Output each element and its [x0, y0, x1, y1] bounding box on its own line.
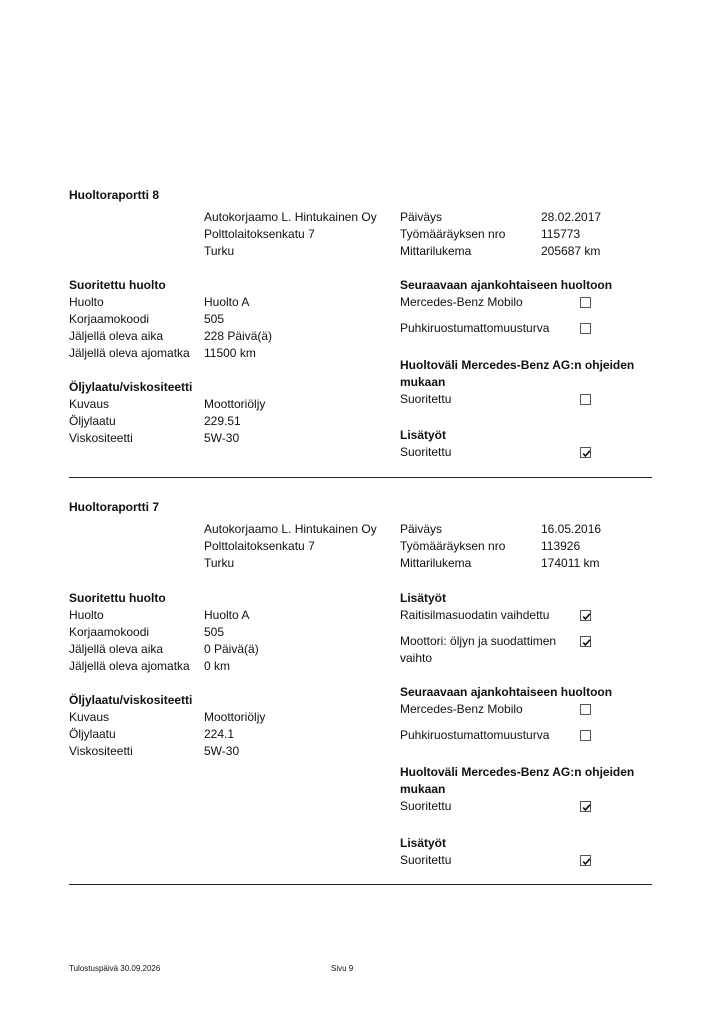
remaining-time-label: Jäljellä oleva aika	[69, 642, 164, 656]
odometer-value: 174011 km	[541, 556, 600, 570]
report-title: Huoltoraportti 7	[69, 500, 159, 514]
remaining-distance-label: Jäljellä oleva ajomatka	[69, 659, 190, 673]
remaining-distance-value: 11500 km	[204, 346, 256, 360]
oil-description-label: Kuvaus	[69, 710, 110, 724]
remaining-time-value: 0 Päivä(ä)	[204, 642, 259, 656]
date-label: Päiväys	[400, 522, 443, 536]
interval-heading: Huoltoväli Mercedes-Benz AG:n ohjeiden mukaan	[400, 358, 635, 389]
oil-description-label: Kuvaus	[69, 397, 110, 411]
odometer-label: Mittarilukema	[400, 244, 472, 258]
rust-warranty-label: Puhkiruostumattomuusturva	[400, 321, 550, 335]
oil-change-checkbox[interactable]	[580, 636, 591, 647]
workshop-name: Autokorjaamo L. Hintukainen Oy	[204, 522, 377, 536]
air-filter-label: Raitisilmasuodatin vaihdettu	[400, 608, 550, 622]
workshop-code-value: 505	[204, 625, 225, 639]
interval-done-label: Suoritettu	[400, 799, 452, 813]
work-order-label: Työmääräyksen nro	[400, 227, 506, 241]
oil-quality-label: Öljylaatu	[69, 414, 116, 428]
mobilo-checkbox[interactable]	[580, 704, 591, 715]
odometer-label: Mittarilukema	[400, 556, 472, 570]
extra-work-heading-2: Lisätyöt	[400, 836, 447, 850]
extra-work-done-checkbox[interactable]	[580, 855, 591, 866]
viscosity-label: Viskositeetti	[69, 744, 133, 758]
workshop-street: Polttolaitoksenkatu 7	[204, 227, 315, 241]
extra-work-done-checkbox[interactable]	[580, 447, 591, 458]
mobilo-label: Mercedes-Benz Mobilo	[400, 702, 523, 716]
next-service-heading: Seuraavaan ajankohtaiseen huoltoon	[400, 685, 613, 699]
checkmark-icon	[581, 802, 592, 813]
extra-work-heading: Lisätyöt	[400, 428, 447, 442]
viscosity-value: 5W-30	[204, 744, 240, 758]
interval-heading: Huoltoväli Mercedes-Benz AG:n ohjeiden mukaan	[400, 765, 635, 796]
checkmark-icon	[581, 856, 592, 867]
rust-warranty-checkbox[interactable]	[580, 323, 591, 334]
extra-work-done-label: Suoritettu	[400, 445, 452, 459]
date-value: 28.02.2017	[541, 210, 602, 224]
interval-done-checkbox[interactable]	[580, 801, 591, 812]
rust-warranty-checkbox[interactable]	[580, 730, 591, 741]
service-label: Huolto	[69, 608, 104, 622]
service-heading: Suoritettu huolto	[69, 278, 166, 292]
remaining-distance-label: Jäljellä oleva ajomatka	[69, 346, 190, 360]
workshop-code-label: Korjaamokoodi	[69, 625, 150, 639]
remaining-distance-value: 0 km	[204, 659, 231, 673]
workshop-code-value: 505	[204, 312, 225, 326]
mobilo-label: Mercedes-Benz Mobilo	[400, 295, 523, 309]
date-value: 16.05.2016	[541, 522, 602, 536]
interval-done-label: Suoritettu	[400, 392, 452, 406]
report-title: Huoltoraportti 8	[69, 188, 159, 202]
workshop-name: Autokorjaamo L. Hintukainen Oy	[204, 210, 377, 224]
viscosity-label: Viskositeetti	[69, 431, 133, 445]
section-divider	[69, 884, 652, 885]
workshop-city: Turku	[204, 556, 235, 570]
interval-done-checkbox[interactable]	[580, 394, 591, 405]
date-label: Päiväys	[400, 210, 443, 224]
workshop-code-label: Korjaamokoodi	[69, 312, 150, 326]
checkmark-icon	[581, 448, 592, 459]
page-number: Sivu 9	[331, 964, 354, 973]
service-value: Huolto A	[204, 608, 250, 622]
rust-warranty-label: Puhkiruostumattomuusturva	[400, 728, 550, 742]
air-filter-checkbox[interactable]	[580, 610, 591, 621]
odometer-value: 205687 km	[541, 244, 601, 258]
service-heading: Suoritettu huolto	[69, 591, 166, 605]
checkmark-icon	[581, 611, 592, 622]
oil-description-value: Moottoriöljy	[204, 397, 266, 411]
viscosity-value: 5W-30	[204, 431, 240, 445]
oil-quality-label: Öljylaatu	[69, 727, 116, 741]
oil-quality-value: 229.51	[204, 414, 241, 428]
service-value: Huolto A	[204, 295, 250, 309]
workshop-street: Polttolaitoksenkatu 7	[204, 539, 315, 553]
oil-heading: Öljylaatu/viskositeetti	[69, 380, 193, 394]
oil-change-label: Moottori: öljyn ja suodattimen vaihto	[400, 634, 557, 665]
workshop-city: Turku	[204, 244, 235, 258]
next-service-heading: Seuraavaan ajankohtaiseen huoltoon	[400, 278, 613, 292]
section-divider	[69, 477, 652, 478]
print-date: Tulostuspäivä 30.09.2026	[69, 964, 161, 973]
remaining-time-label: Jäljellä oleva aika	[69, 329, 164, 343]
work-order-value: 115773	[541, 227, 581, 241]
checkmark-icon	[581, 637, 592, 648]
oil-quality-value: 224.1	[204, 727, 235, 741]
work-order-label: Työmääräyksen nro	[400, 539, 506, 553]
service-label: Huolto	[69, 295, 104, 309]
mobilo-checkbox[interactable]	[580, 297, 591, 308]
oil-description-value: Moottoriöljy	[204, 710, 266, 724]
extra-work-done-label: Suoritettu	[400, 853, 452, 867]
oil-heading: Öljylaatu/viskositeetti	[69, 693, 193, 707]
extra-work-heading: Lisätyöt	[400, 591, 447, 605]
work-order-value: 113926	[541, 539, 581, 553]
remaining-time-value: 228 Päivä(ä)	[204, 329, 273, 343]
